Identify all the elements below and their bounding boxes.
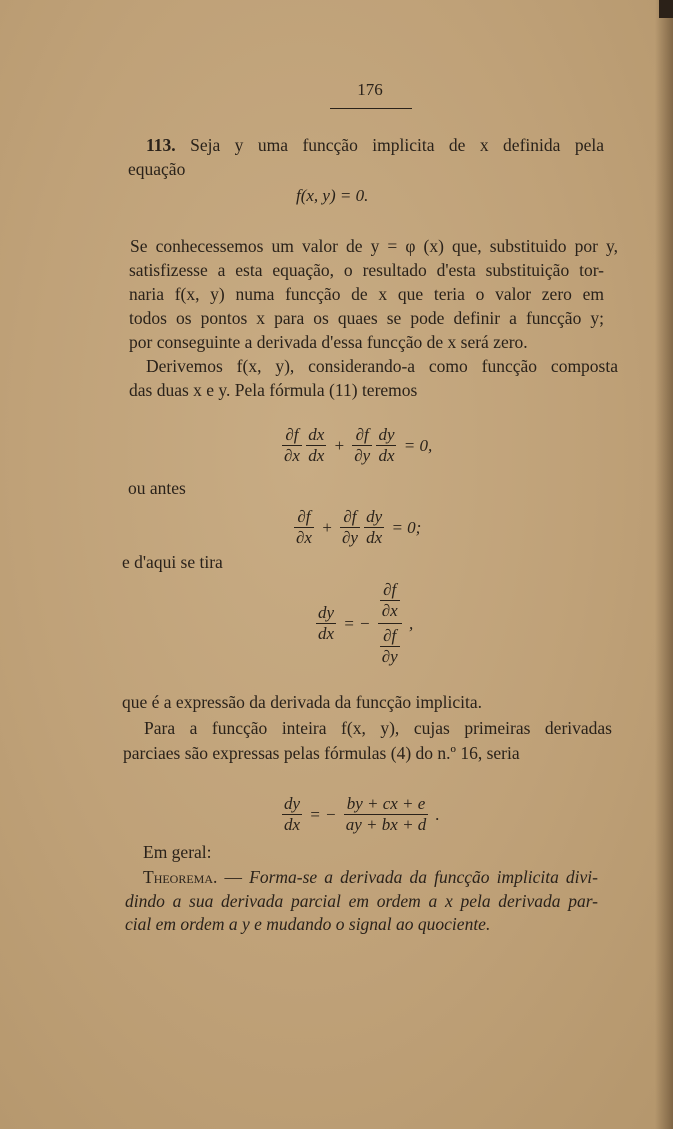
section-intro-line-1 — [146, 134, 604, 157]
section-intro-text: Seja y uma funcção implicita de x definida pela — [175, 135, 604, 155]
eq3-frac-2: $\frac{\partial f}{\partial y}$ — [341, 507, 358, 547]
equation-1: f(x, y) = 0. — [296, 186, 369, 205]
eq4-bottom-frac: $\frac{\partial f}{\partial y}$ — [381, 626, 398, 666]
daqui-se-tira: e d'aqui se tira — [122, 552, 223, 572]
eq3-plus: + — [321, 517, 333, 537]
section-intro-line-2: equação — [128, 159, 186, 179]
theorem-label: Theorema. — [143, 867, 218, 887]
eq4-compound-fraction — [378, 580, 402, 667]
equation-2 — [282, 425, 435, 466]
paragraph-1-line-5: por conseguinte a derivada d'essa funcção de x será zero. — [129, 332, 528, 352]
theorem-line-3: cial em ordem a y e mudando o signal ao quociente. — [125, 914, 491, 934]
header-rule — [330, 108, 412, 109]
paragraph-3: que é a expressão da derivada da funcção implicita. — [122, 692, 483, 712]
em-geral: Em geral: — [143, 842, 212, 862]
paragraph-1-line-4: todos os pontos x para os quaes se pode definir a funcção y; — [129, 308, 604, 328]
eq4-tail: , — [408, 613, 414, 633]
eq3-frac-3: $\frac{dy}{dx}$ — [366, 507, 383, 547]
eq2-tail: = 0, — [403, 435, 433, 455]
ou-antes: ou antes — [128, 478, 186, 498]
equation-5 — [282, 794, 443, 835]
paragraph-2-line-2: das duas x e y. Pela fórmula (11) teremos — [129, 380, 418, 400]
theorem-line-2: dindo a sua derivada parcial em ordem a x pela derivada par- — [125, 891, 598, 911]
theorem-text-1: Forma-se a derivada da funcção implicita divi- — [249, 867, 599, 887]
eq2-frac-4: $\frac{dy}{dx}$ — [378, 425, 395, 465]
paragraph-2-line-1: Derivemos f(x, y), considerando-a como funcção composta — [146, 356, 618, 376]
page-edge-shadow — [655, 0, 673, 1129]
theorem-dash: — — [217, 867, 250, 887]
paragraph-4-line-1: Para a funcção inteira f(x, y), cujas primeiras derivadas — [144, 718, 612, 738]
paragraph-4-line-2: parciaes são expressas pelas fórmulas (4) do n.º 16, seria — [123, 743, 520, 763]
eq4-lhs: $\frac{dy}{dx}$ — [318, 603, 335, 643]
equation-4 — [316, 580, 416, 667]
theorem-line-1 — [143, 866, 598, 889]
eq3-tail: = 0; — [391, 517, 422, 537]
eq5-equals-minus: = − — [309, 804, 337, 824]
eq5-rhs: $\frac{by + cx + e}{ay + bx + d}$ — [345, 794, 427, 834]
eq2-frac-2: $\frac{dx}{dx}$ — [308, 425, 325, 465]
paragraph-1-line-1: Se conhecessemos um valor de y = φ (x) que, substituido por y, — [130, 236, 618, 256]
equation-3 — [294, 507, 424, 548]
eq2-frac-3: $\frac{\partial f}{\partial y}$ — [354, 425, 371, 465]
paragraph-1-line-2: satisfizesse a esta equação, o resultado d'esta substituição tor- — [129, 260, 604, 280]
eq5-tail: . — [435, 804, 440, 824]
section-number: 113. — [146, 135, 176, 155]
eq3-frac-1: $\frac{\partial f}{\partial x}$ — [296, 507, 312, 547]
eq2-plus: + — [333, 435, 345, 455]
paragraph-1-line-3: naria f(x, y) numa funcção de x que teria o valor zero em — [129, 284, 604, 304]
page-corner — [659, 0, 673, 18]
eq2-frac-1: $\frac{\partial f}{\partial x}$ — [284, 425, 300, 465]
eq5-lhs: $\frac{dy}{dx}$ — [284, 794, 301, 834]
eq4-equals-minus: = − — [343, 613, 371, 633]
page-number: 176 — [357, 80, 383, 99]
eq4-top-frac: $\frac{\partial f}{\partial x}$ — [381, 580, 398, 620]
